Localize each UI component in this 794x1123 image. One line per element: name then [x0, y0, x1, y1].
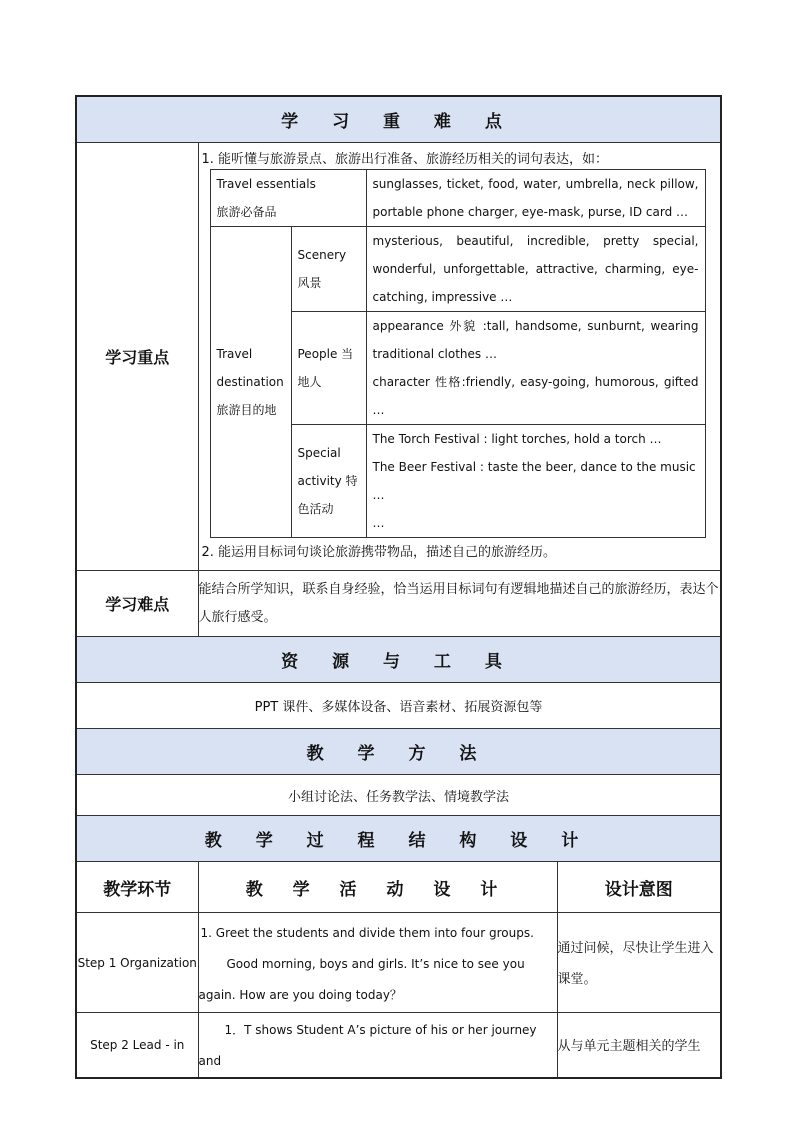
activity-cell: 1. Greet the students and divide them into four groups. Good morning, boys and girls. It’s nice to see you again. How are you doing today？	[198, 913, 557, 1013]
key-points-second: 2. 能运用目标词句谈论旅游携带物品，描述自己的旅游经历。	[201, 545, 557, 560]
key-points-intro: 1. 能听懂与旅游景点、旅游出行准备、旅游经历相关的词句表达，如：	[201, 152, 609, 167]
table-row	[76, 1013, 721, 1079]
scenery-label: Scenery 风景	[291, 227, 366, 312]
stage-cell: Step 2 Lead - in	[76, 1013, 198, 1079]
section-band-resources: 资 源 与 工 具	[76, 637, 721, 683]
column-header-intent: 设计意图	[557, 862, 721, 913]
difficulty-label: 学习难点	[76, 571, 198, 637]
table-row	[76, 913, 721, 1013]
essentials-words: sunglasses, ticket, food, water, umbrella, neck pillow, portable phone charger, eye-mask, purse, ID card …	[366, 170, 705, 227]
key-points-content	[198, 143, 721, 571]
methods-text: 小组讨论法、任务教学法、情境教学法	[76, 775, 721, 816]
vocabulary-table	[210, 169, 706, 538]
scenery-words: mysterious, beautiful, incredible, pretty special, wonderful, unforgettable, attractive, charming, eye-catching, impressive …	[366, 227, 705, 312]
section-band-process: 教 学 过 程 结 构 设 计	[76, 816, 721, 862]
key-points-label: 学习重点	[76, 143, 198, 571]
activity-cell: 1．T shows Student A’s picture of his or her journey and	[198, 1013, 557, 1079]
section-band-methods: 教 学 方 法	[76, 729, 721, 775]
essentials-label: Travel essentials 旅游必备品	[210, 170, 366, 227]
activity-label: Special activity 特色活动	[291, 425, 366, 538]
stage-cell: Step 1 Organization	[76, 913, 198, 1013]
difficulty-text: 能结合所学知识，联系自身经验，恰当运用目标词句有逻辑地描述自己的旅游经历，表达个人旅行感受。	[198, 571, 721, 637]
destination-label: Travel destination 旅游目的地	[210, 227, 291, 538]
column-header-stage: 教学环节	[76, 862, 198, 913]
lesson-plan-table	[75, 95, 722, 1079]
intent-cell: 从与单元主题相关的学生	[557, 1013, 721, 1079]
people-words: appearance 外貌 :tall, handsome, sunburnt, wearing traditional clothes … character 性格:friendly, easy-going, humorous, gifted …	[366, 312, 705, 425]
activity-words: The Torch Festival : light torches, hold a torch … The Beer Festival : taste the beer, dance to the music … …	[366, 425, 705, 538]
people-label: People 当地人	[291, 312, 366, 425]
resources-text: PPT 课件、多媒体设备、语音素材、拓展资源包等	[76, 683, 721, 729]
intent-cell: 通过问候，尽快让学生进入课堂。	[557, 913, 721, 1013]
section-band-focus: 学 习 重 难 点	[76, 96, 721, 143]
column-header-activity: 教 学 活 动 设 计	[198, 862, 557, 913]
